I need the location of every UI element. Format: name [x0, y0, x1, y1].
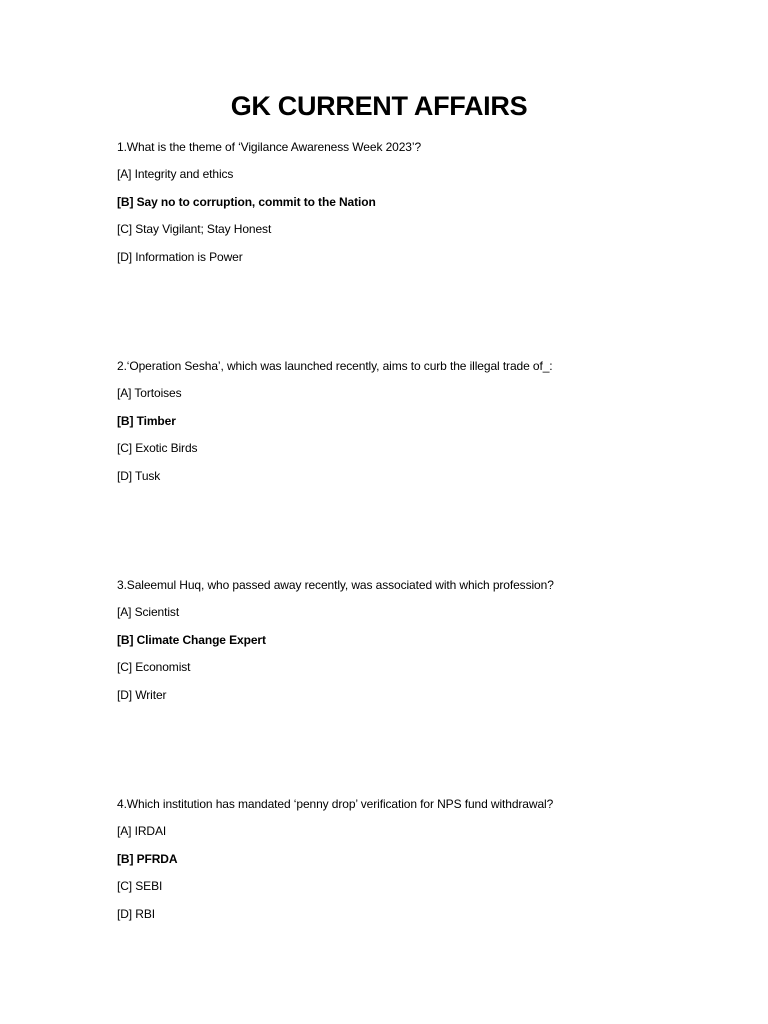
question-2-option-b-answer: [B] Timber [117, 414, 176, 428]
question-3-text: 3.Saleemul Huq, who passed away recently, was associated with which profession? [117, 578, 554, 592]
question-4-option-a: [A] IRDAI [117, 824, 167, 838]
question-1-text: 1.What is the theme of ‘Vigilance Awareness Week 2023’? [117, 140, 422, 154]
question-3-option-d: [D] Writer [117, 688, 167, 702]
page-title: GK CURRENT AFFAIRS [230, 91, 528, 121]
question-3-option-a: [A] Scientist [117, 605, 180, 619]
question-1-option-c: [C] Stay Vigilant; Stay Honest [117, 222, 272, 236]
question-1-option-d: [D] Information is Power [117, 250, 243, 264]
question-3-option-b-answer: [B] Climate Change Expert [117, 633, 266, 647]
question-4-option-d: [D] RBI [117, 907, 155, 921]
question-4-text: 4.Which institution has mandated ‘penny drop’ verification for NPS fund withdrawal? [117, 797, 554, 811]
question-4-option-c: [C] SEBI [117, 879, 163, 893]
question-2-option-d: [D] Tusk [117, 469, 161, 483]
question-2-option-a: [A] Tortoises [117, 386, 182, 400]
question-4-option-b-answer: [B] PFRDA [117, 852, 178, 866]
question-2-option-c: [C] Exotic Birds [117, 441, 198, 455]
question-2-text: 2.‘Operation Sesha’, which was launched recently, aims to curb the illegal trade of_: [117, 359, 553, 373]
question-3-option-c: [C] Economist [117, 660, 191, 674]
question-1-option-b-answer: [B] Say no to corruption, commit to the Nation [117, 195, 376, 209]
question-1-option-a: [A] Integrity and ethics [117, 167, 234, 181]
